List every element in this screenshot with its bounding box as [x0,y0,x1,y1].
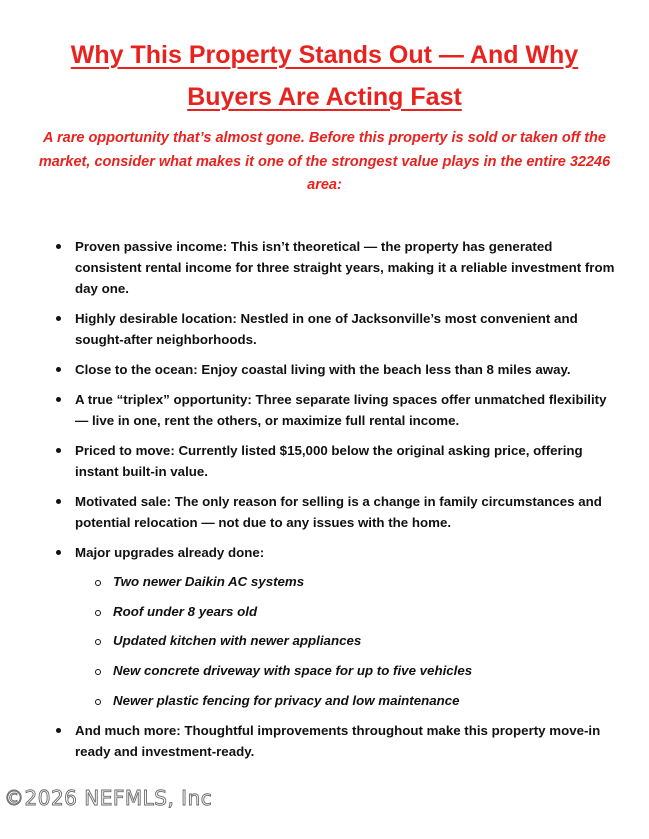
upgrades-heading: Major upgrades already done: [75,545,265,560]
list-item-motivated-sale: Motivated sale: The only reason for selling is a change in family circumstances and potential relocation — not due to any issues with the home. [0,491,649,533]
sublist-item: Updated kitchen with newer appliances [113,630,621,651]
upgrades-sublist [75,571,621,711]
page-subtitle: A rare opportunity that’s almost gone. Before this property is sold or taken off the market, consider what makes it one of the strongest value plays in the entire 32246 area: [38,130,611,193]
feature-list [0,236,649,771]
sublist-item: Roof under 8 years old [113,601,621,622]
list-item-location: Highly desirable location: Nestled in one of Jacksonville’s most convenient and sought-after neighborhoods. [0,308,649,350]
list-item-passive-income: Proven passive income: This isn’t theoretical — the property has generated consistent rental income for three straight years, making it a reliable investment from day one. [0,236,649,299]
sublist-item: New concrete driveway with space for up to five vehicles [113,660,621,681]
sublist-item: Two newer Daikin AC systems [113,571,621,592]
list-item-upgrades [0,542,649,711]
list-item-ocean: Close to the ocean: Enjoy coastal living with the beach less than 8 miles away. [0,359,649,380]
list-item-much-more: And much more: Thoughtful improvements throughout make this property move-in ready and investment-ready. [0,720,649,762]
list-item-price: Priced to move: Currently listed $15,000 below the original asking price, offering instant built-in value. [0,440,649,482]
copyright-watermark: ©2026 NEFMLS, Inc [4,786,213,810]
list-item-triplex: A true “triplex” opportunity: Three separate living spaces offer unmatched flexibility — live in one, rent the others, or maximize full rental income. [0,389,649,431]
sublist-item: Newer plastic fencing for privacy and low maintenance [113,690,621,711]
page-title: Why This Property Stands Out — And Why Buyers Are Acting Fast [70,41,579,111]
